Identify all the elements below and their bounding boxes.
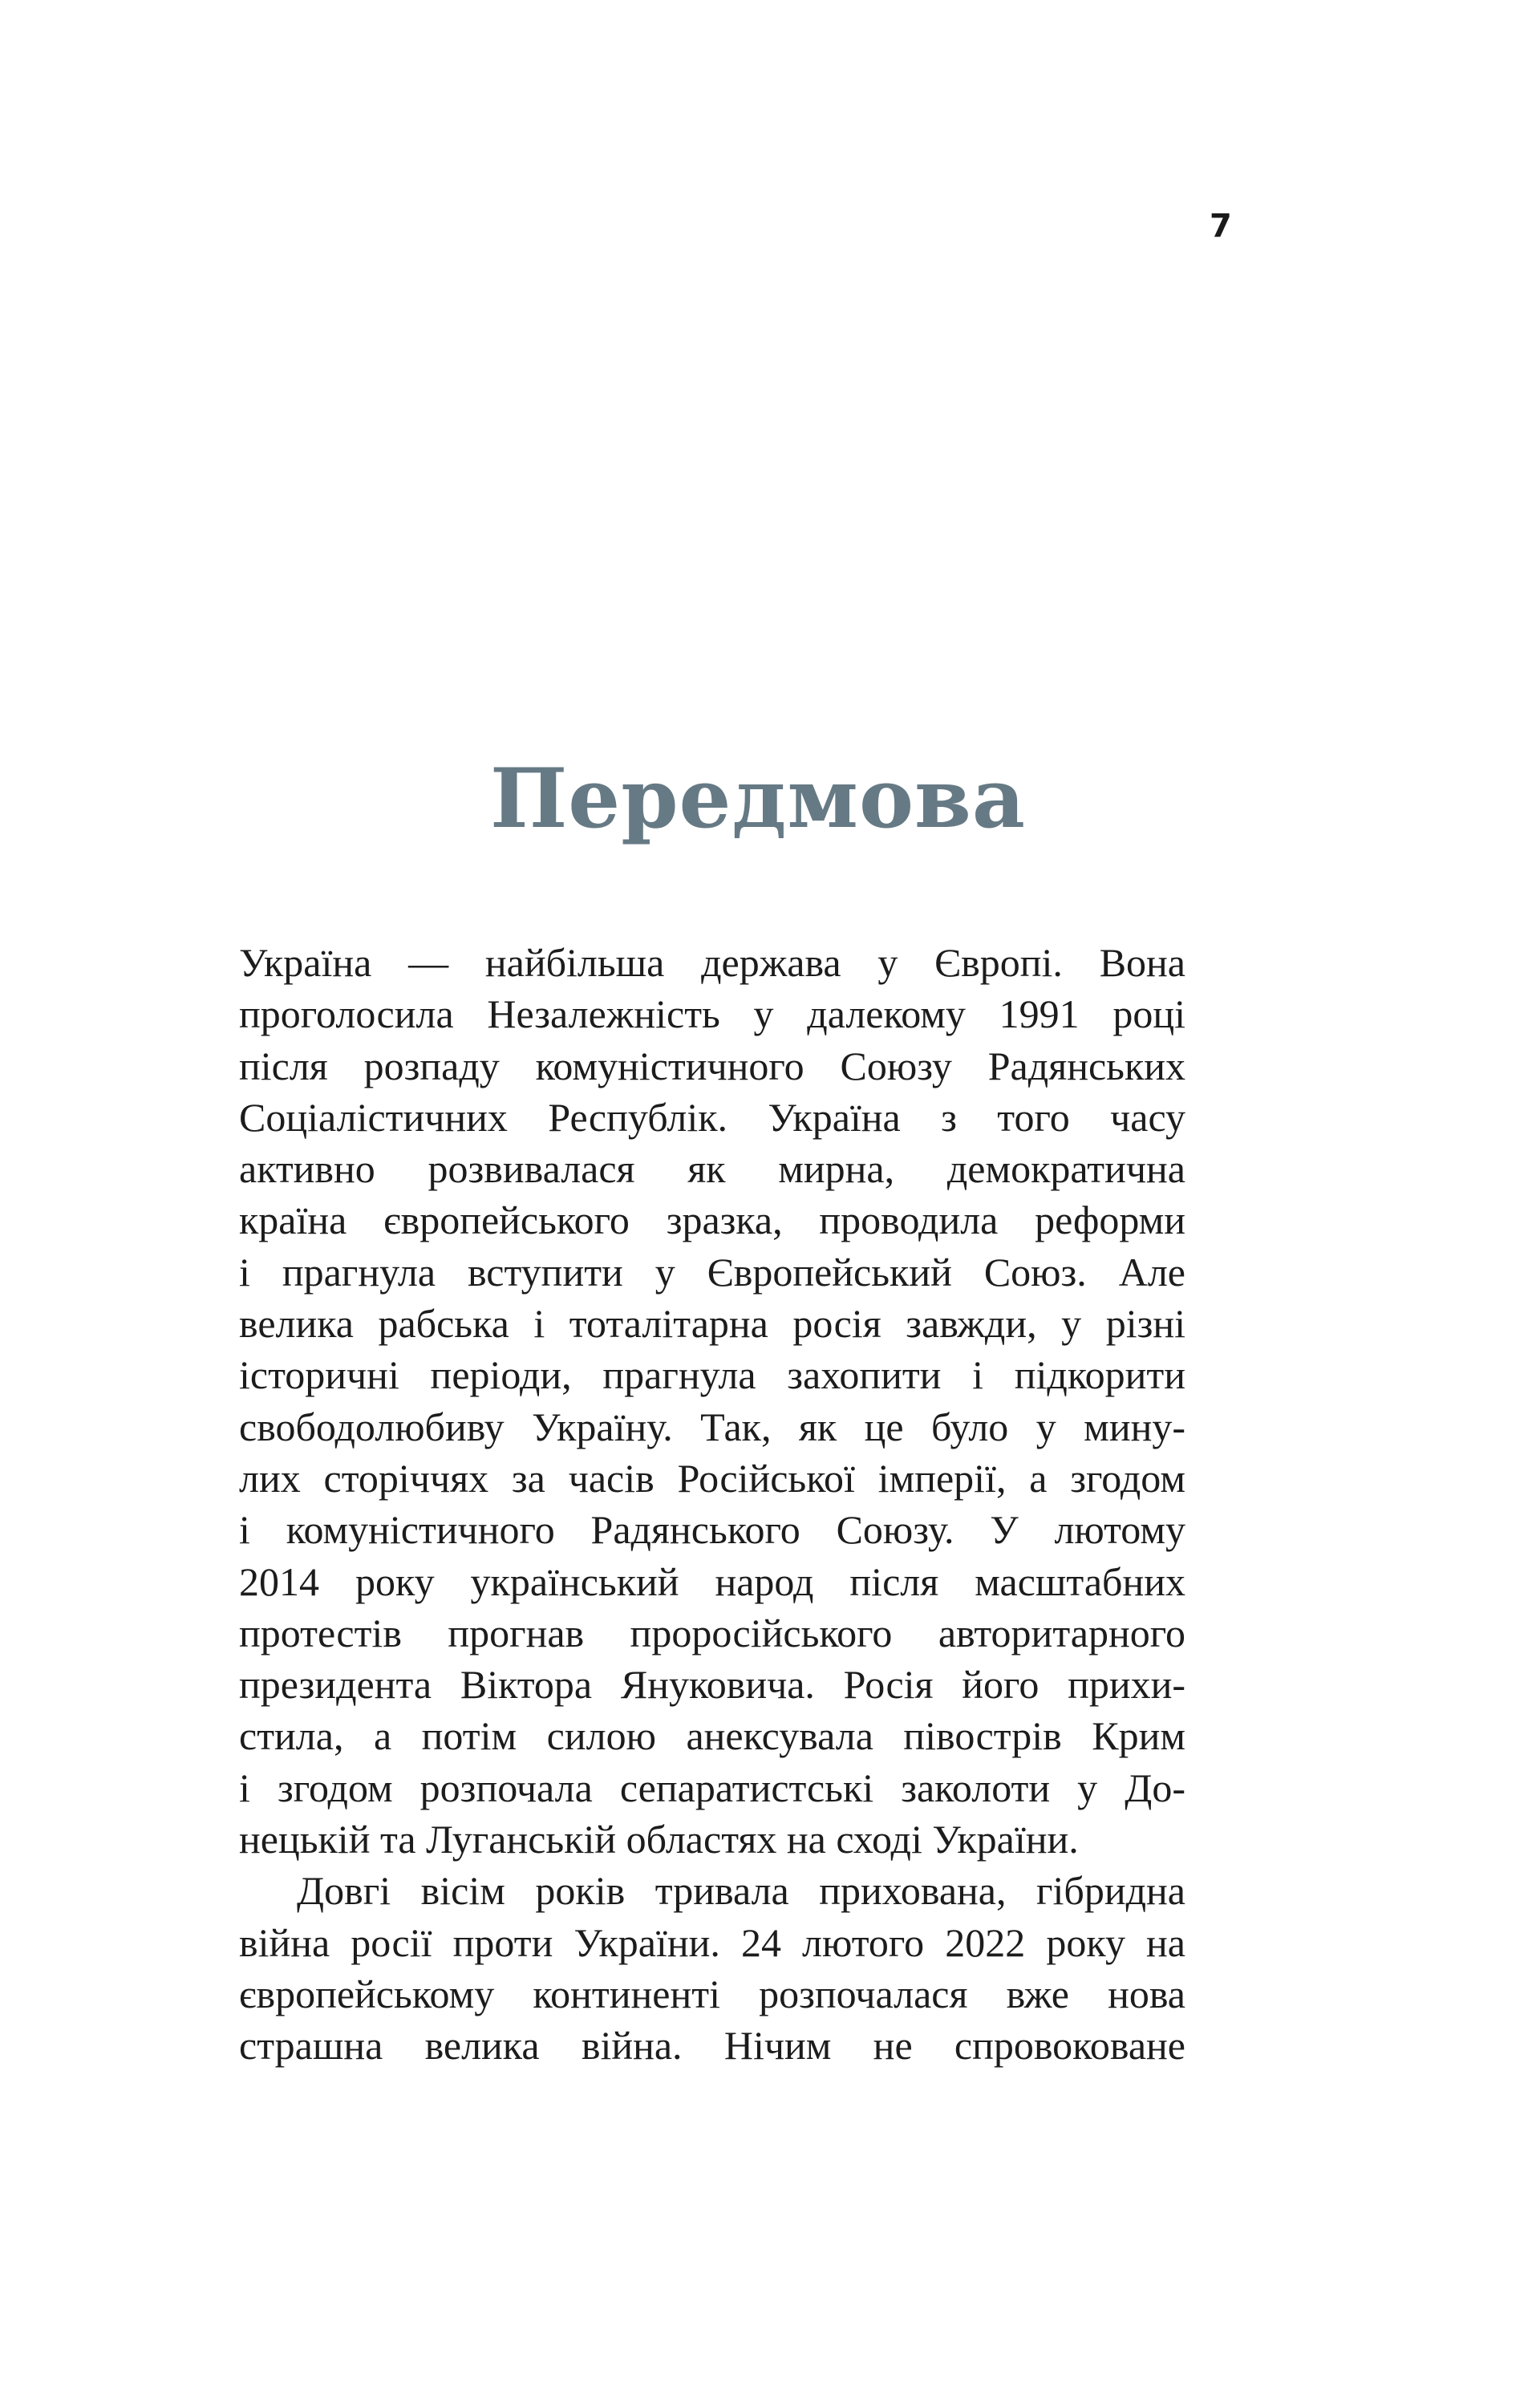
text-line: війна росії проти України. 24 лютого 2022 року на	[239, 1919, 1185, 1965]
paragraph-1	[239, 937, 1185, 1865]
text-line: президента Віктора Януковича. Росія його прихи-	[239, 1662, 1185, 1708]
text-line: нецькій та Луганській областях на сході України.	[239, 1817, 1079, 1862]
text-line: і прагнула вступити у Європейський Союз. Але	[239, 1249, 1185, 1295]
text-line: після розпаду комуністичного Союзу Радянських	[239, 1043, 1185, 1088]
text-line: Соціалістичних Республік. Україна з того часу	[239, 1094, 1185, 1140]
text-line: свободолюбиву Україну. Так, як це було у мину-	[239, 1404, 1185, 1449]
body-text	[239, 937, 1185, 2072]
text-line: європейському континенті розпочалася вже нова	[239, 1971, 1185, 2016]
text-line: стила, а потім силою анексувала півострів Крим	[239, 1713, 1185, 1759]
text-line: 2014 року український народ після масштабних	[239, 1558, 1185, 1604]
text-line: активно розвивалася як мирна, демократична	[239, 1146, 1185, 1192]
text-line: країна європейського зразка, проводила реформи	[239, 1198, 1185, 1243]
page-number: 7	[1210, 208, 1232, 245]
paragraph-2	[239, 1865, 1185, 2071]
text-line: і згодом розпочала сепаратистські заколоти у До-	[239, 1765, 1185, 1810]
text-line: і комуністичного Радянського Союзу. У лютому	[239, 1507, 1185, 1553]
page-heading: Передмова	[489, 751, 1026, 847]
text-line: протестів прогнав проросійського авторитарного	[239, 1610, 1185, 1655]
text-line: лих сторіччях за часів Російської імперії, а згодом	[239, 1455, 1185, 1501]
text-line: історичні періоди, прагнула захопити і підкорити	[239, 1352, 1185, 1398]
text-line: проголосила Незалежність у далекому 1991 році	[239, 991, 1185, 1037]
text-line: страшна велика війна. Нічим не спровоковане	[239, 2023, 1185, 2069]
text-line: Україна — найбільша держава у Європі. Вона	[239, 940, 1185, 985]
text-line: велика рабська і тоталітарна росія завжди, у різні	[239, 1301, 1185, 1347]
text-line: Довгі вісім років тривала прихована, гібридна	[297, 1868, 1185, 1914]
